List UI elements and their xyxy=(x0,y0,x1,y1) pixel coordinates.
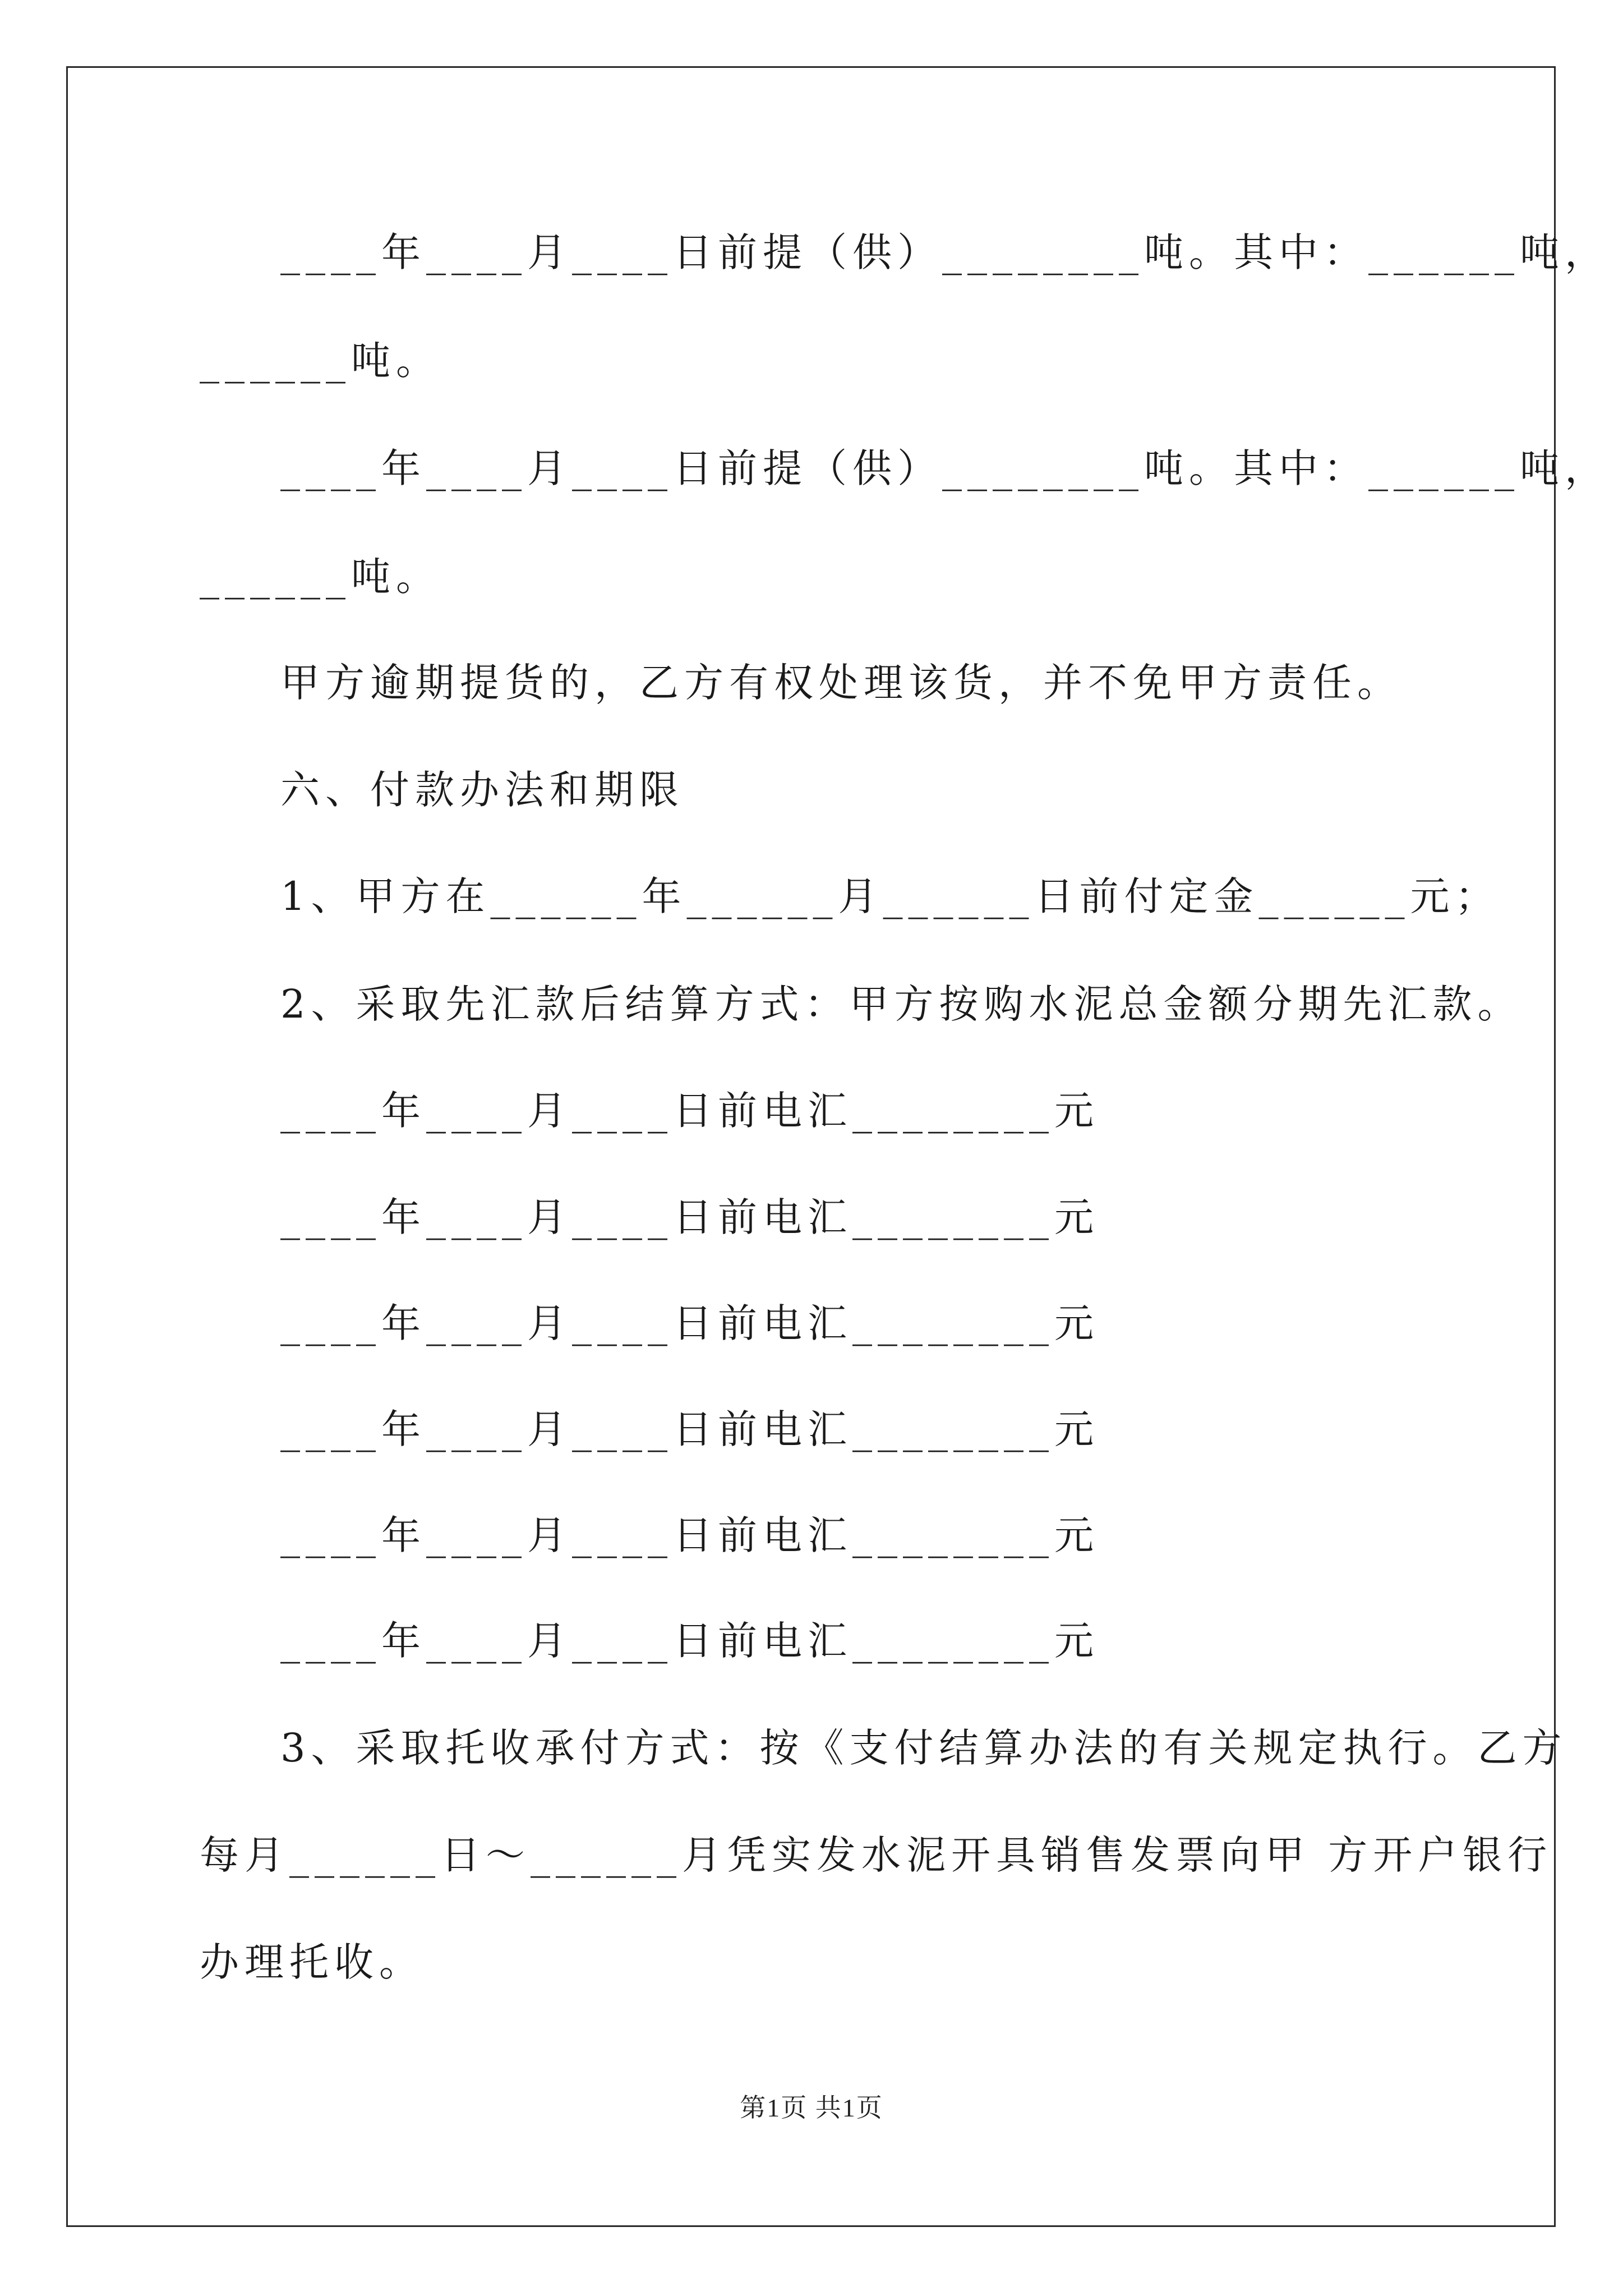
delivery-schedule-line-1-cont: ______吨。 xyxy=(200,338,441,384)
page-border xyxy=(66,66,1556,2227)
wire-transfer-line: ____年____月____日前电汇________元 xyxy=(280,1300,1099,1346)
delivery-schedule-line-1: ____年____月____日前提（供）________吨。其中：______吨， xyxy=(280,229,1610,275)
payment-item-2: 2、采取先汇款后结算方式：甲方按购水泥总金额分期先汇款。 xyxy=(280,981,1523,1027)
payment-item-3-cont: 每月______日～______月凭实发水泥开具销售发票向甲 方开户银行 xyxy=(200,1832,1553,1878)
wire-transfer-line: ____年____月____日前电汇________元 xyxy=(280,1618,1099,1664)
delivery-schedule-line-2: ____年____月____日前提（供）________吨。其中：______吨， xyxy=(280,445,1610,491)
payment-item-1: 1、甲方在______年______月______日前付定金______元； xyxy=(280,873,1500,919)
section-heading-payment: 六、付款办法和期限 xyxy=(280,767,684,813)
wire-transfer-line: ____年____月____日前电汇________元 xyxy=(280,1088,1099,1134)
page-number-footer: 第1页 共1页 xyxy=(740,2093,883,2122)
delivery-schedule-line-2-cont: ______吨。 xyxy=(200,554,441,600)
wire-transfer-line: ____年____月____日前电汇________元 xyxy=(280,1406,1099,1452)
wire-transfer-line: ____年____月____日前电汇________元 xyxy=(280,1512,1099,1558)
wire-transfer-line: ____年____月____日前电汇________元 xyxy=(280,1194,1099,1240)
payment-item-3-end: 办理托收。 xyxy=(200,1939,424,1985)
payment-item-3: 3、采取托收承付方式：按《支付结算办法的有关规定执行。乙方 xyxy=(280,1725,1567,1771)
late-pickup-clause: 甲方逾期提货的，乙方有权处理该货，并不免甲方责任。 xyxy=(280,660,1402,706)
